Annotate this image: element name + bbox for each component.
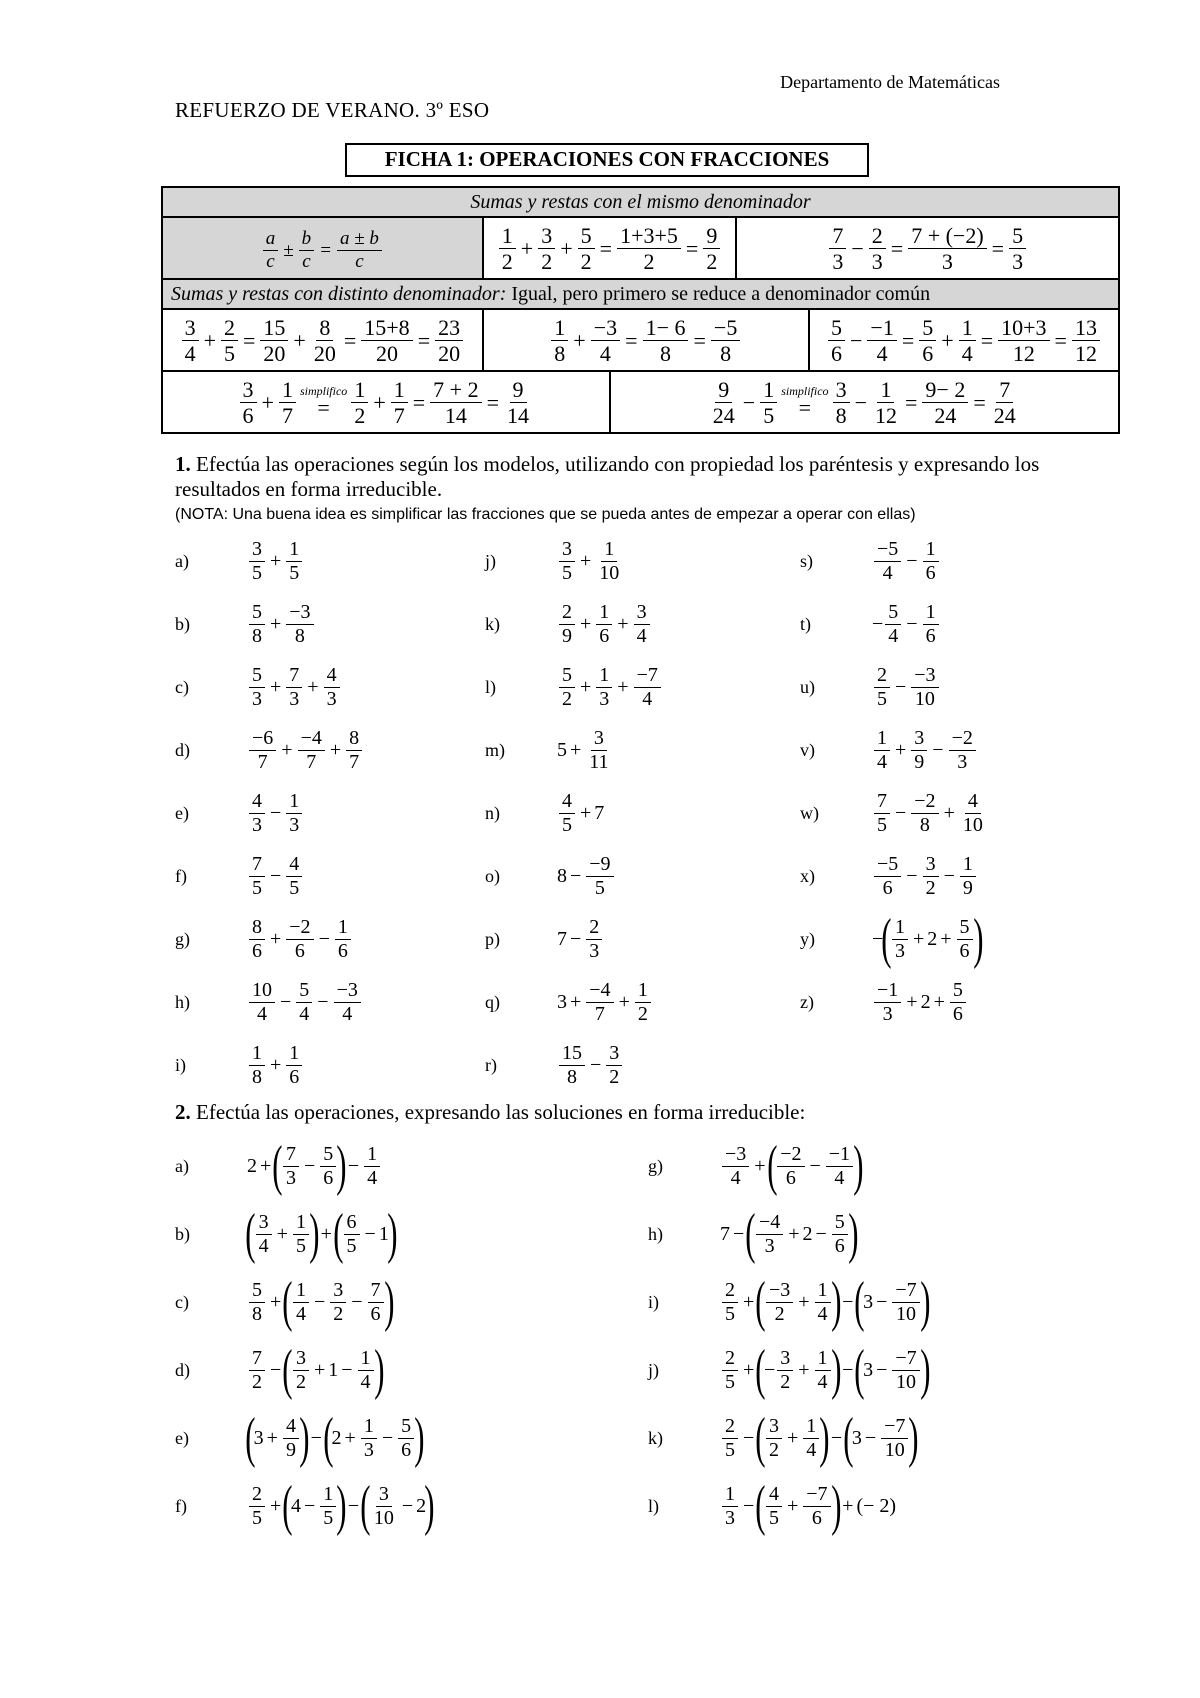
- same-denominator-header: Sumas y restas con el mismo denominador: [162, 187, 1119, 217]
- exercise-2a: a) 2 + ( 7 3 − $\frac{5}{6}$ ) − $\frac{1}{4}$: [175, 1132, 382, 1200]
- sheet-title: FICHA 1: OPERACIONES CON FRACCIONES: [345, 143, 869, 177]
- exercise-2k: k) 2 5 − ( 3 2 + $\frac{1}{4}$ ) − ( 3 − $\frac{-7}{10}$ ): [648, 1407, 919, 1469]
- exercise-1y: y) − ( 1 3 + 2 + $\frac{5}{6}$ ): [800, 908, 983, 970]
- section-1-instructions: 1. Efectúa las operaciones según los modelos, utilizando con propiedad los paréntesis y expresando los resultados en forma irreducible.: [175, 452, 1040, 502]
- exercise-1h: h) 10 4 − $\frac{5}{4}$ − $\frac{-3}{4}$: [175, 971, 363, 1033]
- exercise-1m: m) 5 + $\frac{3}{11}$: [485, 726, 609, 773]
- exercise-1i: i) 1 8 + $\frac{1}{6}$: [175, 1034, 304, 1096]
- exercise-1t: t) − $\frac{5}{4}$ − $\frac{1}{6}$: [800, 593, 941, 655]
- different-denominator-header: Sumas y restas con distinto denominador: Igual, pero primero se reduce a denominador común: [162, 279, 1119, 309]
- exercise-1p: p) 7 − $\frac{2}{3}$: [485, 908, 604, 970]
- exercise-2c: c) 5 8 + ( 1 4 − $\frac{3}{2}$ − $\frac{7}{6}$ ): [175, 1271, 394, 1333]
- exercise-2f: f) 2 5 + ( 4 − $\frac{1}{5}$ ) − ( 3 10 − 2 ): [175, 1475, 435, 1537]
- exercise-2i: i) 2 5 + ( −3 2 + $\frac{1}{4}$ ) − ( 3 − $\frac{-7}{10}$ ): [648, 1271, 931, 1333]
- model-example-2: 7 3 − $\frac{2}{3}$ = $\frac{7 + (-2)}{3}$ = $\frac{5}{3}$: [736, 217, 1119, 279]
- general-rule-cell: a c ± $\frac{b}{c}$ = $\frac{a \pm b}{c}$: [162, 217, 483, 279]
- exercise-2e: e) ( 3 + $\frac{4}{9}$ ) − ( 2 + $\frac{1}{3}$ − $\frac{5}{6}$ ): [175, 1407, 425, 1469]
- exercise-1a: a) 3 5 + $\frac{1}{5}$: [175, 530, 304, 592]
- exercise-1z: z) −1 3 + 2 + $\frac{5}{6}$: [800, 971, 968, 1033]
- exercise-1q: q) 3 + $\frac{-4}{7}$ + $\frac{1}{2}$: [485, 971, 653, 1033]
- exercise-1c: c) 5 3 + $\frac{7}{3}$ + $\frac{4}{3}$: [175, 656, 342, 718]
- exercise-1j: j) 3 5 + $\frac{1}{10}$: [485, 537, 620, 584]
- exercise-2b: b) ( 3 4 + $\frac{1}{5}$ ) + ( 6 5 − 1 ): [175, 1203, 398, 1265]
- exercise-1g: g) 8 6 + $\frac{-2}{6}$ − $\frac{1}{6}$: [175, 908, 353, 970]
- exercise-1l: l) 5 2 + $\frac{1}{3}$ + $\frac{-7}{4}$: [485, 656, 663, 718]
- model-example-5: 5 6 − $\frac{-1}{4}$ = $\frac{5}{6}$ + $\frac{1}{4}$ = $\frac{10+3}{12}$ = $\frac{13}{12}$: [809, 309, 1119, 371]
- exercise-2h: h) 7 − ( −4 3 + 2 − $\frac{5}{6}$ ): [648, 1203, 859, 1265]
- exercise-1e: e) 4 3 − $\frac{1}{3}$: [175, 782, 304, 844]
- exercise-1s: s) −5 4 − $\frac{1}{6}$: [800, 530, 941, 592]
- exercise-2d: d) 7 2 − ( 3 2 + 1 − $\frac{1}{4}$ ): [175, 1339, 384, 1401]
- section-1-note: (NOTA: Una buena idea es simplificar las fracciones que se pueda antes de empezar a operar con ellas): [175, 506, 916, 523]
- exercise-2l: l) 1 3 − ( 4 5 + $\frac{-7}{6}$ ) + (− 2): [648, 1475, 897, 1537]
- exercise-1n: n) 4 5 + 7: [485, 789, 605, 836]
- exercise-1x: x) −5 6 − $\frac{3}{2}$ − $\frac{1}{9}$: [800, 845, 978, 907]
- exercise-1o: o) 8 − $\frac{-9}{5}$: [485, 845, 616, 907]
- model-example-1: 1 2 + $\frac{3}{2}$ + $\frac{5}{2}$ = $\frac{1+3+5}{2}$ = $\frac{9}{2}$: [483, 217, 737, 279]
- model-example-7: 9 24 − $\frac{1}{5}$ simplifico = $\frac{3}{8}$ − $\frac{1}{12}$ = $\frac{9- 2}{24}$ = $\frac{7}{24}$: [610, 371, 1119, 433]
- exercise-1b: b) 5 8 + $\frac{-3}{8}$: [175, 593, 316, 655]
- exercise-1u: u) 2 5 − $\frac{-3}{10}$: [800, 656, 941, 718]
- models-table: [161, 186, 1120, 434]
- exercise-1f: f) 7 5 − $\frac{4}{5}$: [175, 845, 304, 907]
- section-2-instructions: 2. Efectúa las operaciones, expresando las soluciones en forma irreducible:: [175, 1100, 806, 1124]
- department-name: Departamento de Matemáticas: [780, 72, 1000, 92]
- exercise-1d: d) −6 7 + $\frac{-4}{7}$ + $\frac{8}{7}$: [175, 719, 364, 781]
- exercise-2j: j) 2 5 + ( − $\frac{3}{2}$ + $\frac{1}{4}$ ) − ( 3 − $\frac{-7}{10}$ ): [648, 1339, 931, 1401]
- model-example-3: 3 4 + $\frac{2}{5}$ = $\frac{15}{20}$ + $\frac{8}{20}$ = $\frac{15+8}{20}$ = $\frac{23}{20}$: [162, 309, 483, 371]
- exercise-1r: r) 15 8 − $\frac{3}{2}$: [485, 1034, 624, 1096]
- model-example-6: 3 6 + $\frac{1}{7}$ simplifico = $\frac{1}{2}$ + $\frac{1}{7}$ = $\frac{7 + 2}{14}$ = $\frac{9}{14}$: [162, 371, 610, 433]
- exercise-1w: w) 7 5 − $\frac{-2}{8}$ + $\frac{4}{10}$: [800, 789, 983, 836]
- exercise-1v: v) 1 4 + $\frac{3}{9}$ − $\frac{-2}{3}$: [800, 719, 978, 781]
- exercise-1k: k) 2 9 + $\frac{1}{6}$ + $\frac{3}{4}$: [485, 593, 652, 655]
- course-title: REFUERZO DE VERANO. 3º ESO: [175, 98, 490, 122]
- model-example-4: 1 8 + $\frac{-3}{4}$ = $\frac{1- 6}{8}$ = $\frac{-5}{8}$: [483, 309, 809, 371]
- exercise-2g: g) −3 4 + ( −2 6 − $\frac{-1}{4}$ ): [648, 1135, 864, 1197]
